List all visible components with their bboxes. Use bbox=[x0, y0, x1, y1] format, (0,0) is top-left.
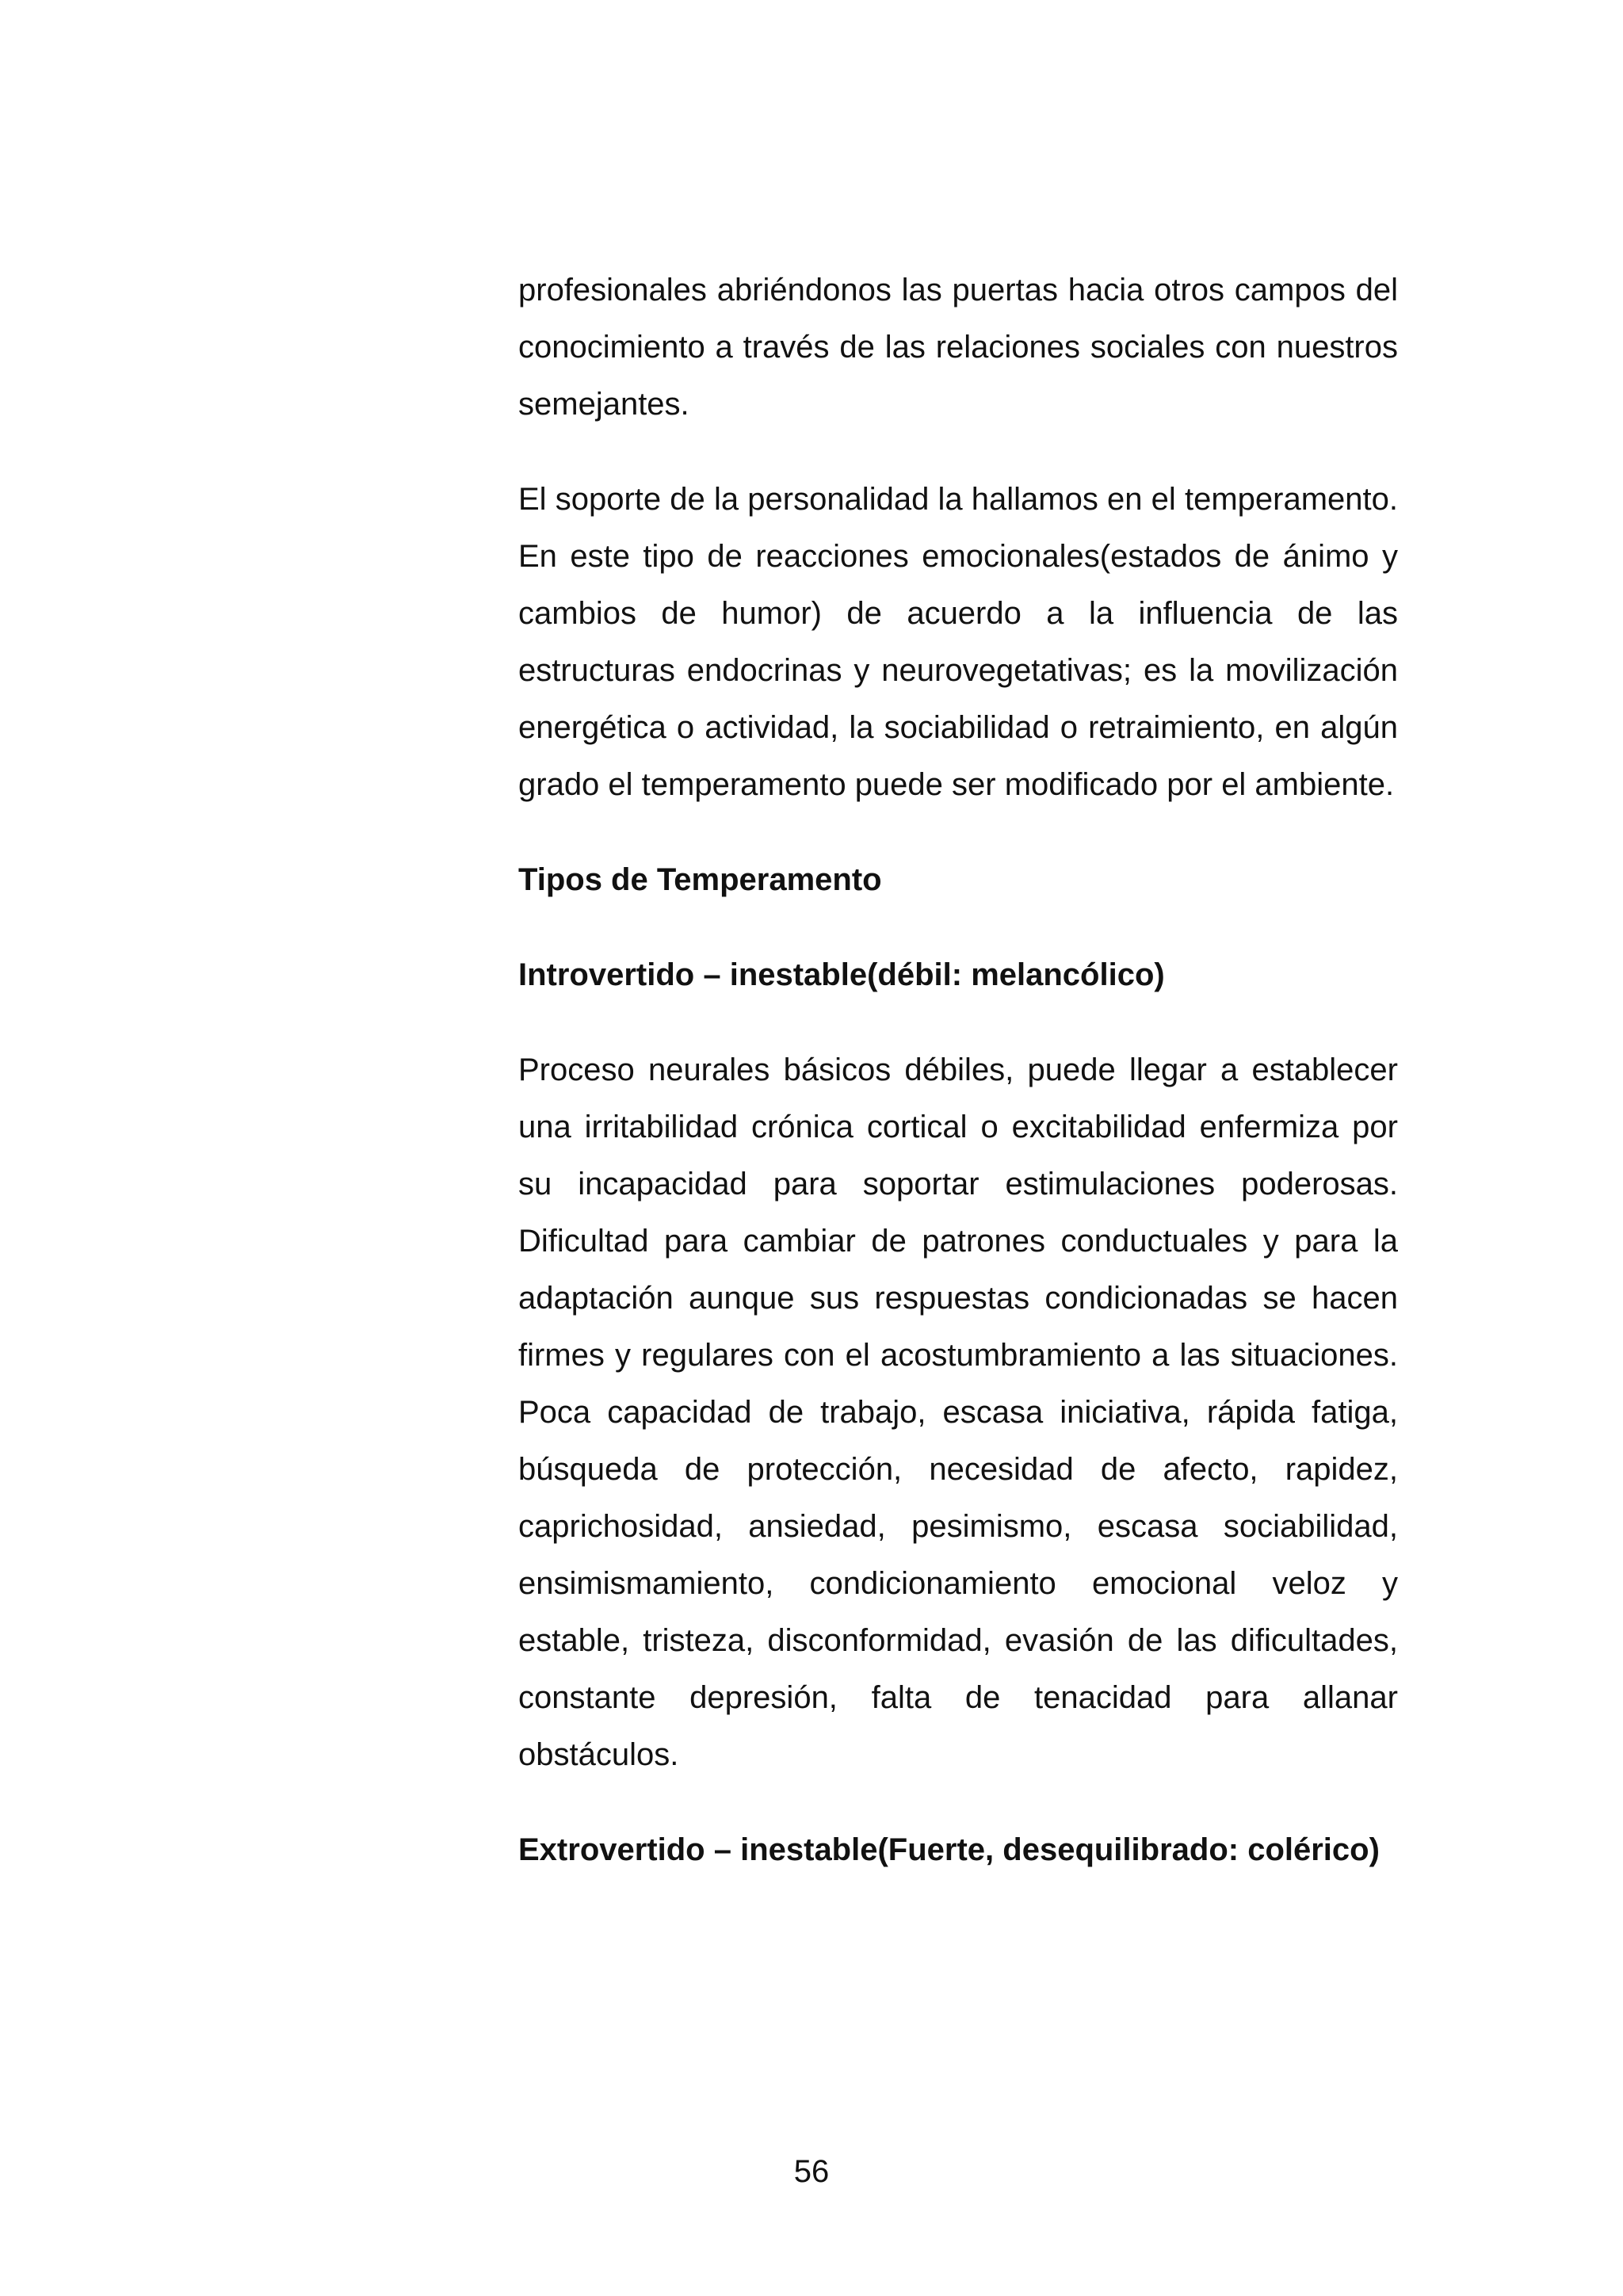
paragraph-temperament-support: El soporte de la personalidad la hallamos en el temperamento. En este tipo de reacciones emocionales(estados de ánimo y cambios de humor) de acuerdo a la influencia de las estructuras endocrinas y neurovegetativas; es la movilización energética o actividad, la sociabilidad o retraimiento, en algún grado el temperamento puede ser modificado por el ambiente. bbox=[518, 482, 1398, 802]
heading-temperament-types: Tipos de Temperamento bbox=[518, 862, 882, 897]
heading-extrovert-unstable: Extrovertido – inestable(Fuerte, desequilibrado: colérico) bbox=[518, 1832, 1380, 1867]
paragraph-introvert-description: Proceso neurales básicos débiles, puede llegar a establecer una irritabilidad crónica cortical o excitabilidad enfermiza por su incapacidad para soportar estimulaciones poderosas. Dificultad para cambiar de patrones conductuales y para la adaptación aunque sus respuestas condicionadas se hacen firmes y regulares con el acostumbramiento a las situaciones. Poca capacidad de trabajo, escasa iniciativa, rápida fatiga, búsqueda de protección, necesidad de afecto, rapidez, caprichosidad, ansiedad, pesimismo, escasa sociabilidad, ensimismamiento, condicionamiento emocional veloz y estable, tristeza, disconformidad, evasión de las dificultades, constante depresión, falta de tenacidad para allanar obstáculos. bbox=[518, 1052, 1398, 1772]
page-number: 56 bbox=[793, 2154, 830, 2189]
heading-introvert-unstable: Introvertido – inestable(débil: melancólico) bbox=[518, 957, 1165, 992]
page-body bbox=[518, 262, 1398, 1916]
paragraph-intro-continuation: profesionales abriéndonos las puertas hacia otros campos del conocimiento a través de las relaciones sociales con nuestros semejantes. bbox=[518, 273, 1398, 422]
